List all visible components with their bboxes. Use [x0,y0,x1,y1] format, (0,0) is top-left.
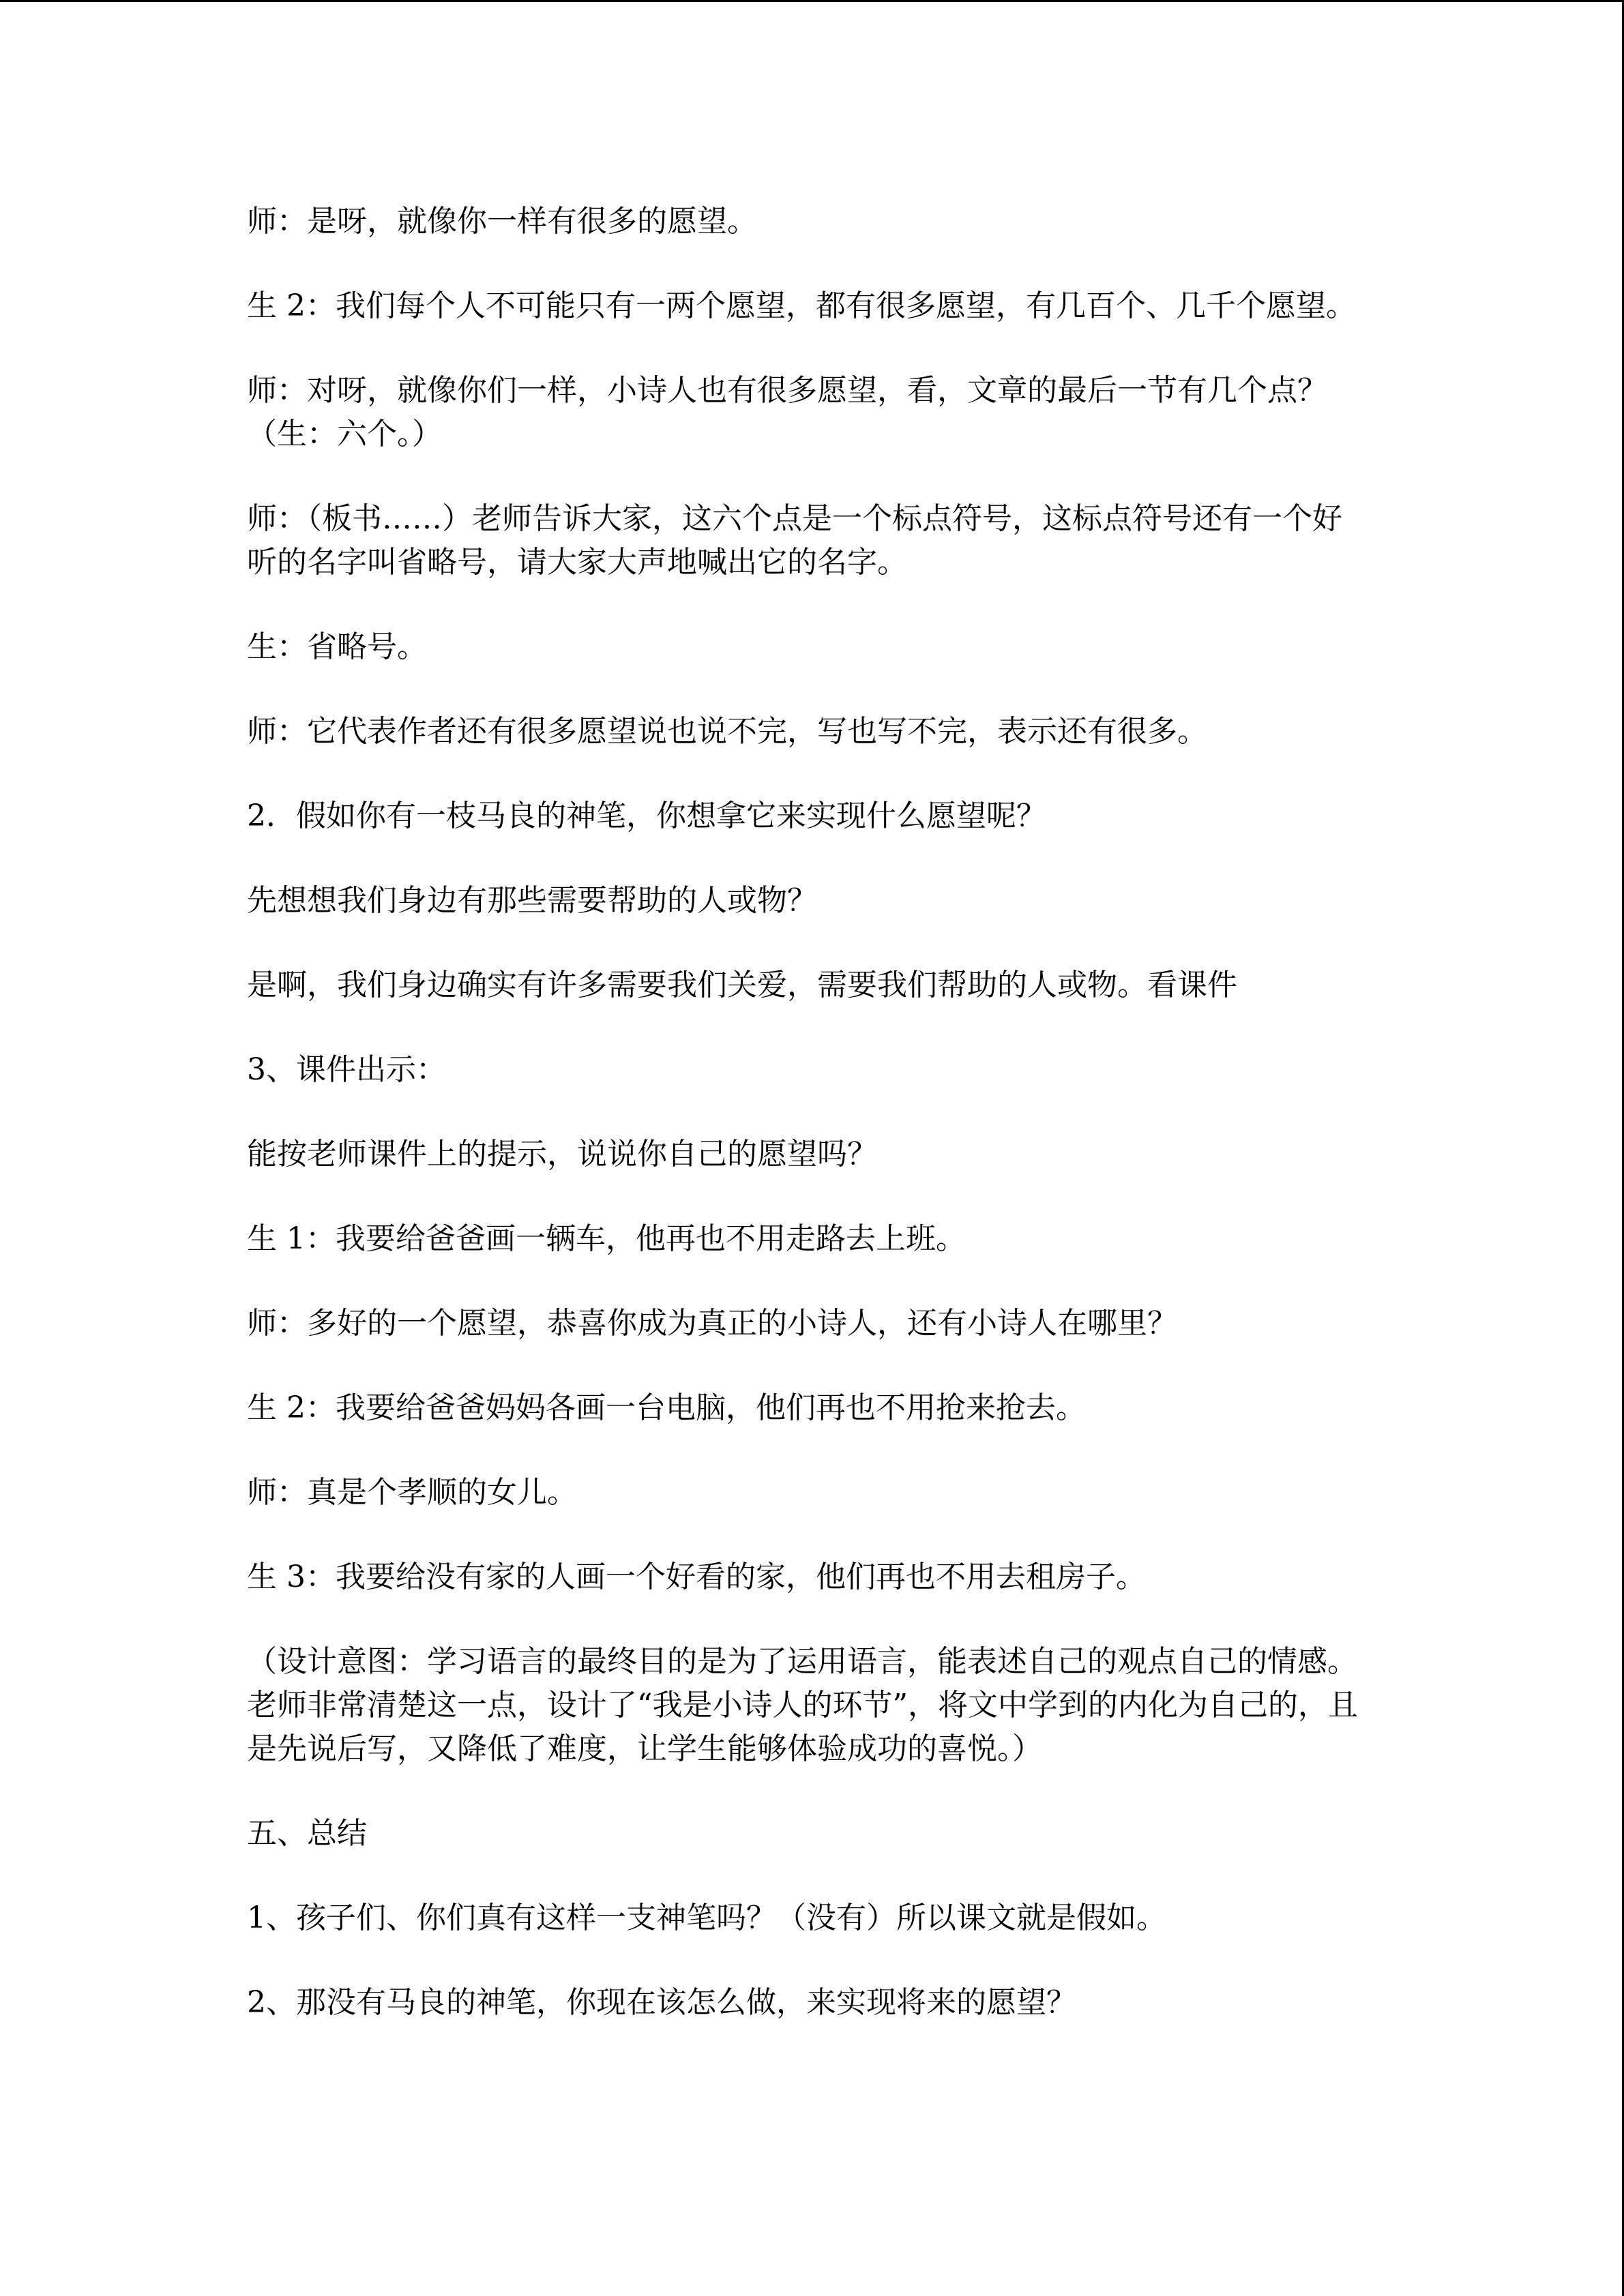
section-heading: 五、总结 [247,1816,367,1851]
paragraph: 能按老师课件上的提示，说说你自己的愿望吗？ [247,1137,877,1172]
paragraph: 师：（板书……）老师告诉大家，这六个点是一个标点符号，这标点符号还有一个好听的名字叫省略号，请大家大声地喊出它的名字。 [247,501,1342,580]
paragraph: 师：它代表作者还有很多愿望说也说不完，写也写不完，表示还有很多。 [247,714,1207,749]
paragraph: （设计意图：学习语言的最终目的是为了运用语言，能表述自己的观点自己的情感。老师非常清楚这一点，设计了“我是小诗人的环节”，将文中学到的内化为自己的，且是先说后写，又降低了难度，让学生能够体验成功的喜悦。） [247,1644,1358,1766]
paragraph: 生 1：我要给爸爸画一辆车，他再也不用走路去上班。 [247,1221,966,1256]
paragraph: 先想想我们身边有那些需要帮助的人或物？ [247,883,817,918]
paragraph: 生 2：我要给爸爸妈妈各画一台电脑，他们再也不用抢来抢去。 [247,1390,1086,1425]
paragraph: 师：多好的一个愿望，恭喜你成为真正的小诗人，还有小诗人在哪里？ [247,1306,1177,1341]
paragraph: 生 3：我要给没有家的人画一个好看的家，他们再也不用去租房子。 [247,1560,1146,1594]
paragraph: 1、孩子们、你们真有这样一支神笔吗？（没有）所以课文就是假如。 [247,1900,1166,1935]
paragraph: 师：真是个孝顺的女儿。 [247,1475,577,1510]
paragraph: 生：省略号。 [247,629,427,664]
paragraph: 生 2：我们每个人不可能只有一两个愿望，都有很多愿望，有几百个、几千个愿望。 [247,288,1356,323]
paragraph: 师：对呀，就像你们一样，小诗人也有很多愿望，看，文章的最后一节有几个点？（生：六个。） [247,373,1327,451]
document-body [247,200,1365,2066]
paragraph: 是啊，我们身边确实有许多需要我们关爱，需要我们帮助的人或物。看课件 [247,968,1237,1002]
paragraph: 2、那没有马良的神笔，你现在该怎么做，来实现将来的愿望？ [247,1985,1076,2020]
paragraph: 3、课件出示： [247,1052,446,1087]
paragraph: 师：是呀，就像你一样有很多的愿望。 [247,204,757,239]
paragraph: 2．假如你有一枝马良的神笔，你想拿它来实现什么愿望呢？ [247,799,1046,833]
